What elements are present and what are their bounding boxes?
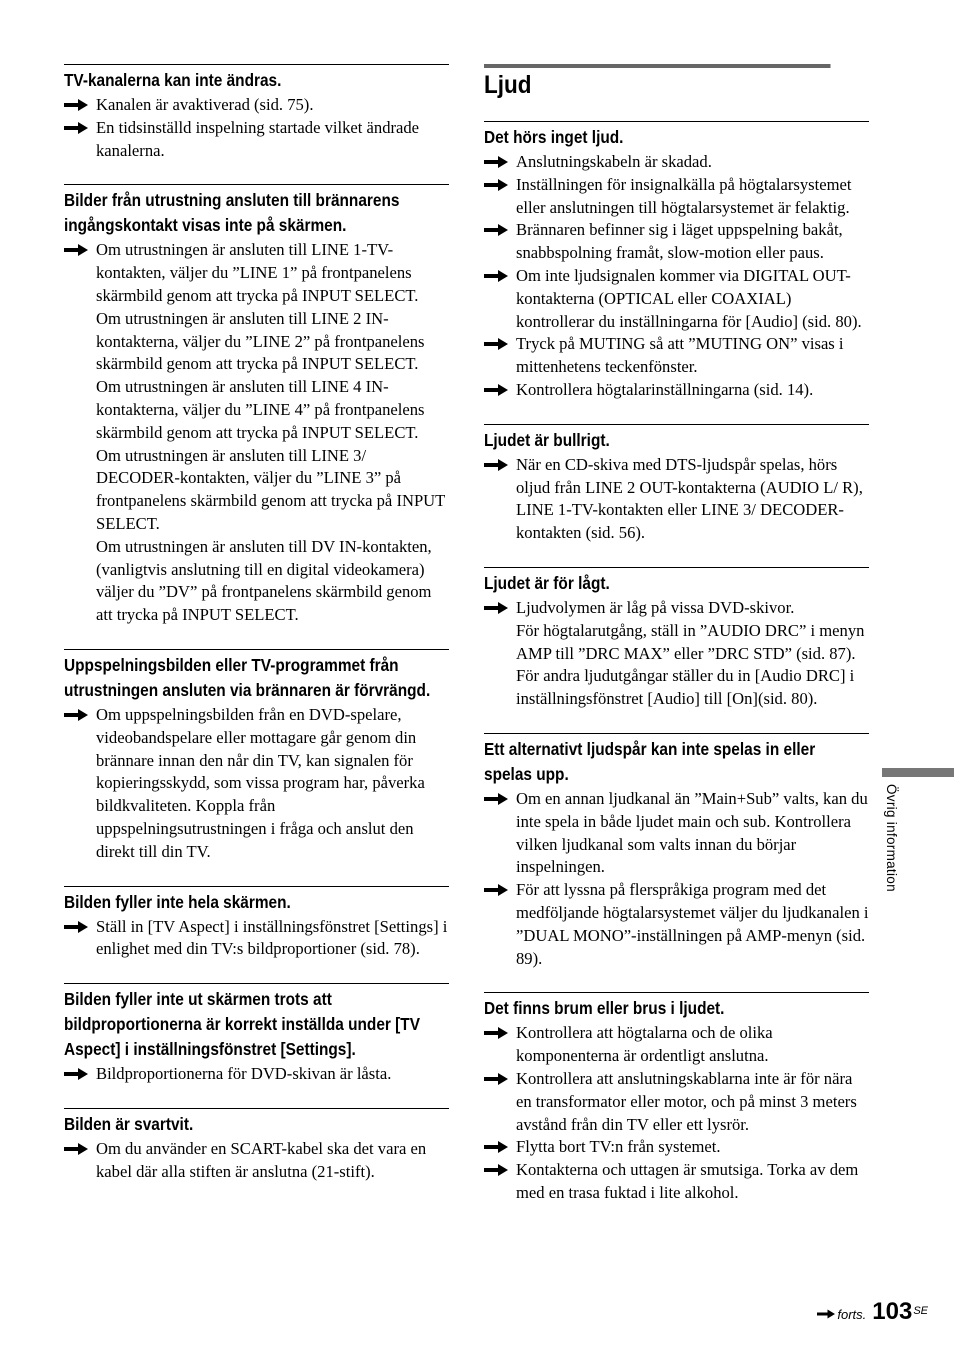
page-footer [817, 1298, 928, 1326]
remedy-text: Om inte ljudsignalen kommer via DIGITAL OUT-kontakterna (OPTICAL eller COAXIAL) kontrollerar du inställningarna för [Audio] (sid. 80). [516, 265, 862, 331]
troubleshoot-section [484, 733, 869, 970]
remedy-text: När en CD-skiva med DTS-ljudspår spelas, hörs oljud från LINE 2 OUT-kontakterna (AUDIO L/ R), LINE 1-TV-kontakten eller LINE 3/ DECODER-kontakten (sid. 56). [516, 454, 863, 543]
arrow-right-icon [64, 122, 88, 134]
section-heading: Ett alternativt ljudspår kan inte spelas in eller spelas upp. [484, 738, 816, 784]
remedy-item [484, 379, 869, 402]
remedy-text: Om uppspelningsbilden från en DVD-spelare, videobandspelare eller mottagare går genom din brännare innan den når din TV, kan signalen för kopieringsskydd, som vissa program har, påverka bildkvaliteten. Koppla från uppspelningsutrustningen i fråga och anslut den direkt till din TV. [96, 704, 425, 861]
arrow-right-icon [484, 793, 508, 805]
section-heading: TV-kanalerna kan inte ändras. [64, 70, 282, 90]
arrow-right-icon [484, 884, 508, 896]
remedy-item [484, 1068, 869, 1136]
arrow-right-icon [64, 709, 88, 721]
troubleshoot-section [64, 886, 449, 962]
remedy-item [64, 239, 449, 627]
remedy-text: Bildproportionerna för DVD-skivan är låsta. [96, 1064, 392, 1084]
remedy-item [484, 333, 869, 379]
section-heading: Det hörs inget ljud. [484, 127, 624, 147]
arrow-right-icon [484, 384, 508, 396]
troubleshoot-section [64, 64, 449, 162]
remedy-text: Kontrollera att högtalarna och de olika komponenterna är ordentligt anslutna. [516, 1023, 773, 1066]
arrow-right-icon [64, 1143, 88, 1155]
remedy-item [64, 117, 449, 163]
arrow-right-icon [484, 179, 508, 191]
continued-label: forts. [837, 1307, 867, 1322]
continue-arrow-icon [817, 1309, 835, 1319]
side-label-text: Övrig information [884, 784, 899, 892]
remedy-text: Kontrollera att anslutningskablarna inte är för nära en transformator eller motor, och på minst 3 meters avstånd från din TV eller ett lysrör. [516, 1068, 857, 1134]
section-heading: Bilden är svartvit. [64, 1113, 194, 1134]
remedy-item [484, 174, 869, 220]
remedy-text: Tryck på MUTING så att ”MUTING ON” visas i mittenhetens teckenfönster. [516, 334, 844, 377]
remedy-text: Kanalen är avaktiverad (sid. 75). [96, 95, 314, 114]
remedy-item [484, 1136, 869, 1159]
remedy-text: Kontrollera högtalarinställningarna (sid. 14). [516, 379, 814, 399]
arrow-right-icon [484, 602, 508, 614]
remedy-text: Brännaren befinner sig i läget uppspelning bakåt, snabbspolning framåt, slow-motion eller paus. [516, 220, 843, 263]
arrow-right-icon [484, 338, 508, 350]
troubleshoot-section [64, 649, 449, 864]
right-sections [484, 121, 869, 1205]
section-heading: Bilder från utrustning ansluten till brännarens ingångskontakt visas inte på skärmen. [64, 190, 400, 236]
side-label [884, 784, 904, 918]
remedy-item [484, 879, 869, 970]
remedy-item [484, 1159, 869, 1205]
remedy-item [484, 788, 869, 879]
troubleshoot-section [64, 184, 449, 627]
remedy-item [64, 94, 449, 117]
section-heading: Det finns brum eller brus i ljudet. [484, 998, 725, 1019]
remedy-item [484, 151, 869, 174]
remedy-text: Inställningen för insignalkälla på högtalarsystemet eller anslutningen till högtalarsystemet är felaktig. [516, 174, 852, 217]
arrow-right-icon [64, 99, 88, 111]
remedy-item [64, 916, 449, 962]
arrow-right-icon [484, 459, 508, 471]
remedy-item [484, 597, 869, 711]
section-heading: Bilden fyller inte ut skärmen trots att bildproportionerna är korrekt inställda under [TV Aspect] i inställningsfönstret [Settings]. [64, 989, 420, 1060]
page-number: 103 [872, 1298, 913, 1325]
remedy-item [484, 454, 869, 545]
troubleshoot-section [484, 567, 869, 711]
troubleshoot-section [64, 1108, 449, 1184]
arrow-right-icon [484, 156, 508, 168]
remedy-text: Ljudvolymen är låg på vissa DVD-skivor. För högtalarutgång, ställ in ”AUDIO DRC” i menyn AMP till ”DRC MAX” eller ”DRC STD” (sid. 87). För andra ljudutgångar ställer du in [Audio DRC] i inställningsfönstret [Audio] till [On](sid. 80). [516, 597, 865, 709]
arrow-right-icon [484, 1141, 508, 1153]
remedy-text: Om en annan ljudkanal än ”Main+Sub” valts, kan du inte spela in både ljudet main och sub. Kontrollera vilken ljudkanal som valts innan du börjar inspelningen. [516, 788, 868, 877]
remedy-text: En tidsinställd inspelning startade vilket ändrade kanalerna. [96, 117, 420, 160]
page-suffix: SE [913, 1305, 928, 1317]
side-tab-marker [882, 768, 954, 777]
troubleshoot-section [64, 983, 449, 1086]
arrow-right-icon [484, 1027, 508, 1039]
remedy-text: Flytta bort TV:n från systemet. [516, 1137, 721, 1157]
section-heading: Ljudet är bullrigt. [484, 429, 610, 450]
arrow-right-icon [484, 1073, 508, 1085]
arrow-right-icon [484, 270, 508, 282]
arrow-right-icon [64, 921, 88, 933]
remedy-item [484, 265, 869, 333]
section-heading: Bilden fyller inte hela skärmen. [64, 891, 291, 912]
troubleshoot-section [484, 992, 869, 1204]
left-column [64, 64, 449, 1184]
remedy-item [484, 1022, 869, 1068]
remedy-text: För att lyssna på flerspråkiga program med det medföljande högtalarsystemet väljer du ljudkanalen i ”DUAL MONO”-inställningen på AMP-menyn (sid. 89). [516, 880, 869, 968]
remedy-item [64, 704, 449, 864]
remedy-text: Om utrustningen är ansluten till LINE 1-TV-kontakten, väljer du ”LINE 1” på frontpanelens skärmbild genom att trycka på INPUT SELECT. Om utrustningen är ansluten till LINE 2 IN-kontakterna, väljer du ”LINE 2” på frontpanelens skärmbild genom att trycka på INPUT SELECT. Om utrustningen är ansluten till LINE 4 IN-kontakterna, väljer du ”LINE 4” på frontpanelens skärmbild genom att trycka på INPUT SELECT. Om utrustningen är ansluten till LINE 3/ DECODER-kontakten, väljer du ”LINE 3” på frontpanelens skärmbild genom att trycka på INPUT SELECT. Om utrustningen är ansluten till DV IN-kontakten, (vanligtvis anslutning till en digital videokamera) väljer du ”DV” på frontpanelens skärmbild genom att trycka på INPUT SELECT. [96, 240, 445, 625]
remedy-text: Ställ in [TV Aspect] i inställningsfönstret [Settings] i enlighet med din TV:s bildproportioner (sid. 78). [96, 916, 448, 959]
remedy-text: Om du använder en SCART-kabel ska det vara en kabel där alla stiften är anslutna (21-stift). [96, 1138, 427, 1181]
main-title: Ljud [484, 64, 831, 101]
remedy-text: Kontakterna och uttagen är smutsiga. Torka av dem med en trasa fuktad i lite alkohol. [516, 1160, 859, 1202]
arrow-right-icon [64, 244, 88, 256]
section-heading: Uppspelningsbilden eller TV-programmet från utrustningen ansluten via brännaren är förvrängd. [64, 654, 431, 700]
section-heading: Ljudet är för lågt. [484, 572, 610, 593]
remedy-item [64, 1063, 449, 1086]
troubleshoot-section [484, 121, 869, 402]
arrow-right-icon [64, 1068, 88, 1080]
troubleshoot-section [484, 424, 869, 545]
remedy-item [484, 219, 869, 265]
remedy-item [64, 1138, 449, 1184]
arrow-right-icon [484, 224, 508, 236]
right-column [484, 64, 869, 1205]
remedy-text: Anslutningskabeln är skadad. [516, 152, 712, 171]
arrow-right-icon [484, 1164, 508, 1176]
